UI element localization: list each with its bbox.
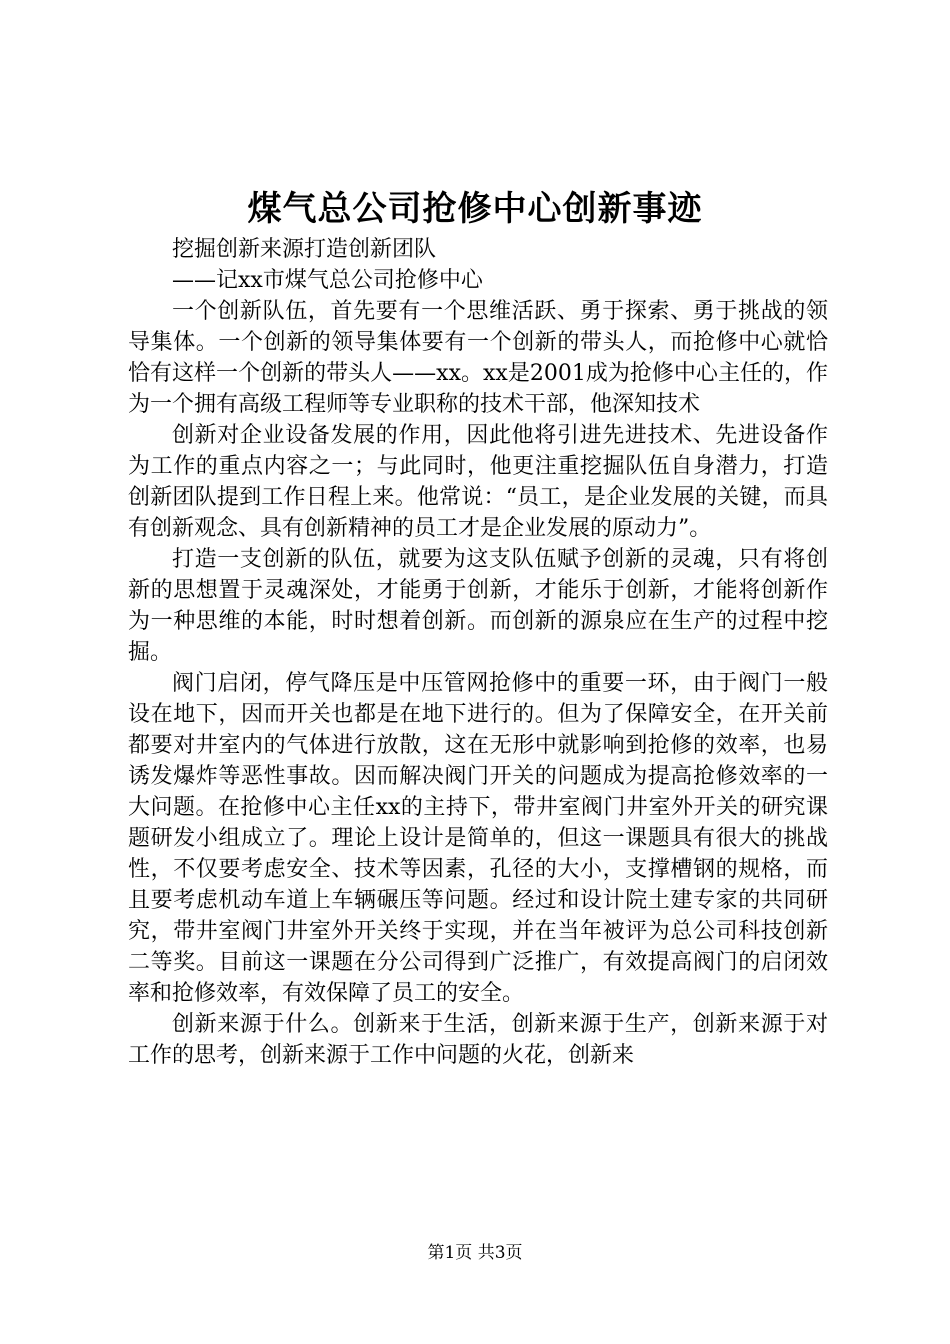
document-body xyxy=(128,234,828,1071)
subtitle: 挖掘创新来源打造创新团队 xyxy=(172,237,437,262)
body-paragraph: 创新来源于什么。创新来于生活，创新来源于生产，创新来源于对工作的思考，创新来源于工作中问题的火花，创新来 xyxy=(128,1012,828,1068)
body-paragraph: 一个创新队伍，首先要有一个思维活跃、勇于探索、勇于挑战的领导集体。一个创新的领导集体要有一个创新的带头人，而抢修中心就恰恰有这样一个创新的带头人——xx。xx是2001成为抢修中心主任的，作为一个拥有高级工程师等专业职称的技术干部，他深知技术 xyxy=(128,299,828,417)
document-title: 煤气总公司抢修中心创新事迹 xyxy=(247,189,703,229)
body-paragraph: 创新对企业设备发展的作用，因此他将引进先进技术、先进设备作为工作的重点内容之一；与此同时，他更注重挖掘队伍自身潜力，打造创新团队提到工作日程上来。他常说：“员工，是企业发展的关键，而具有创新观念、具有创新精神的员工才是企业发展的原动力”。 xyxy=(128,423,828,541)
body-paragraph: 阀门启闭，停气降压是中压管网抢修中的重要一环，由于阀门一般设在地下，因而开关也都是在地下进行的。但为了保障安全，在开关前都要对井室内的气体进行放散，这在无形中就影响到抢修的效率，也易诱发爆炸等恶性事故。因而解决阀门开关的问题成为提高抢修效率的一大问题。在抢修中心主任xx的主持下，带井室阀门井室外开关的研究课题研发小组成立了。理论上设计是简单的，但这一课题具有很大的挑战性，不仅要考虑安全、技术等因素，孔径的大小，支撑槽钢的规格，而且要考虑机动车道上车辆碾压等问题。经过和设计院土建专家的共同研究，带井室阀门井室外开关终于实现，并在当年被评为总公司科技创新二等奖。目前这一课题在分公司得到广泛推广，有效提高阀门的启闭效率和抢修效率，有效保障了员工的安全。 xyxy=(128,671,828,1006)
body-paragraph: 打造一支创新的队伍，就要为这支队伍赋予创新的灵魂，只有将创新的思想置于灵魂深处，才能勇于创新，才能乐于创新，才能将创新作为一种思维的本能，时时想着创新。而创新的源泉应在生产的过程中挖掘。 xyxy=(128,547,828,665)
subtitle-byline: ——记xx市煤气总公司抢修中心 xyxy=(172,268,483,293)
page-footer: 第1页 共3页 xyxy=(427,1243,523,1263)
